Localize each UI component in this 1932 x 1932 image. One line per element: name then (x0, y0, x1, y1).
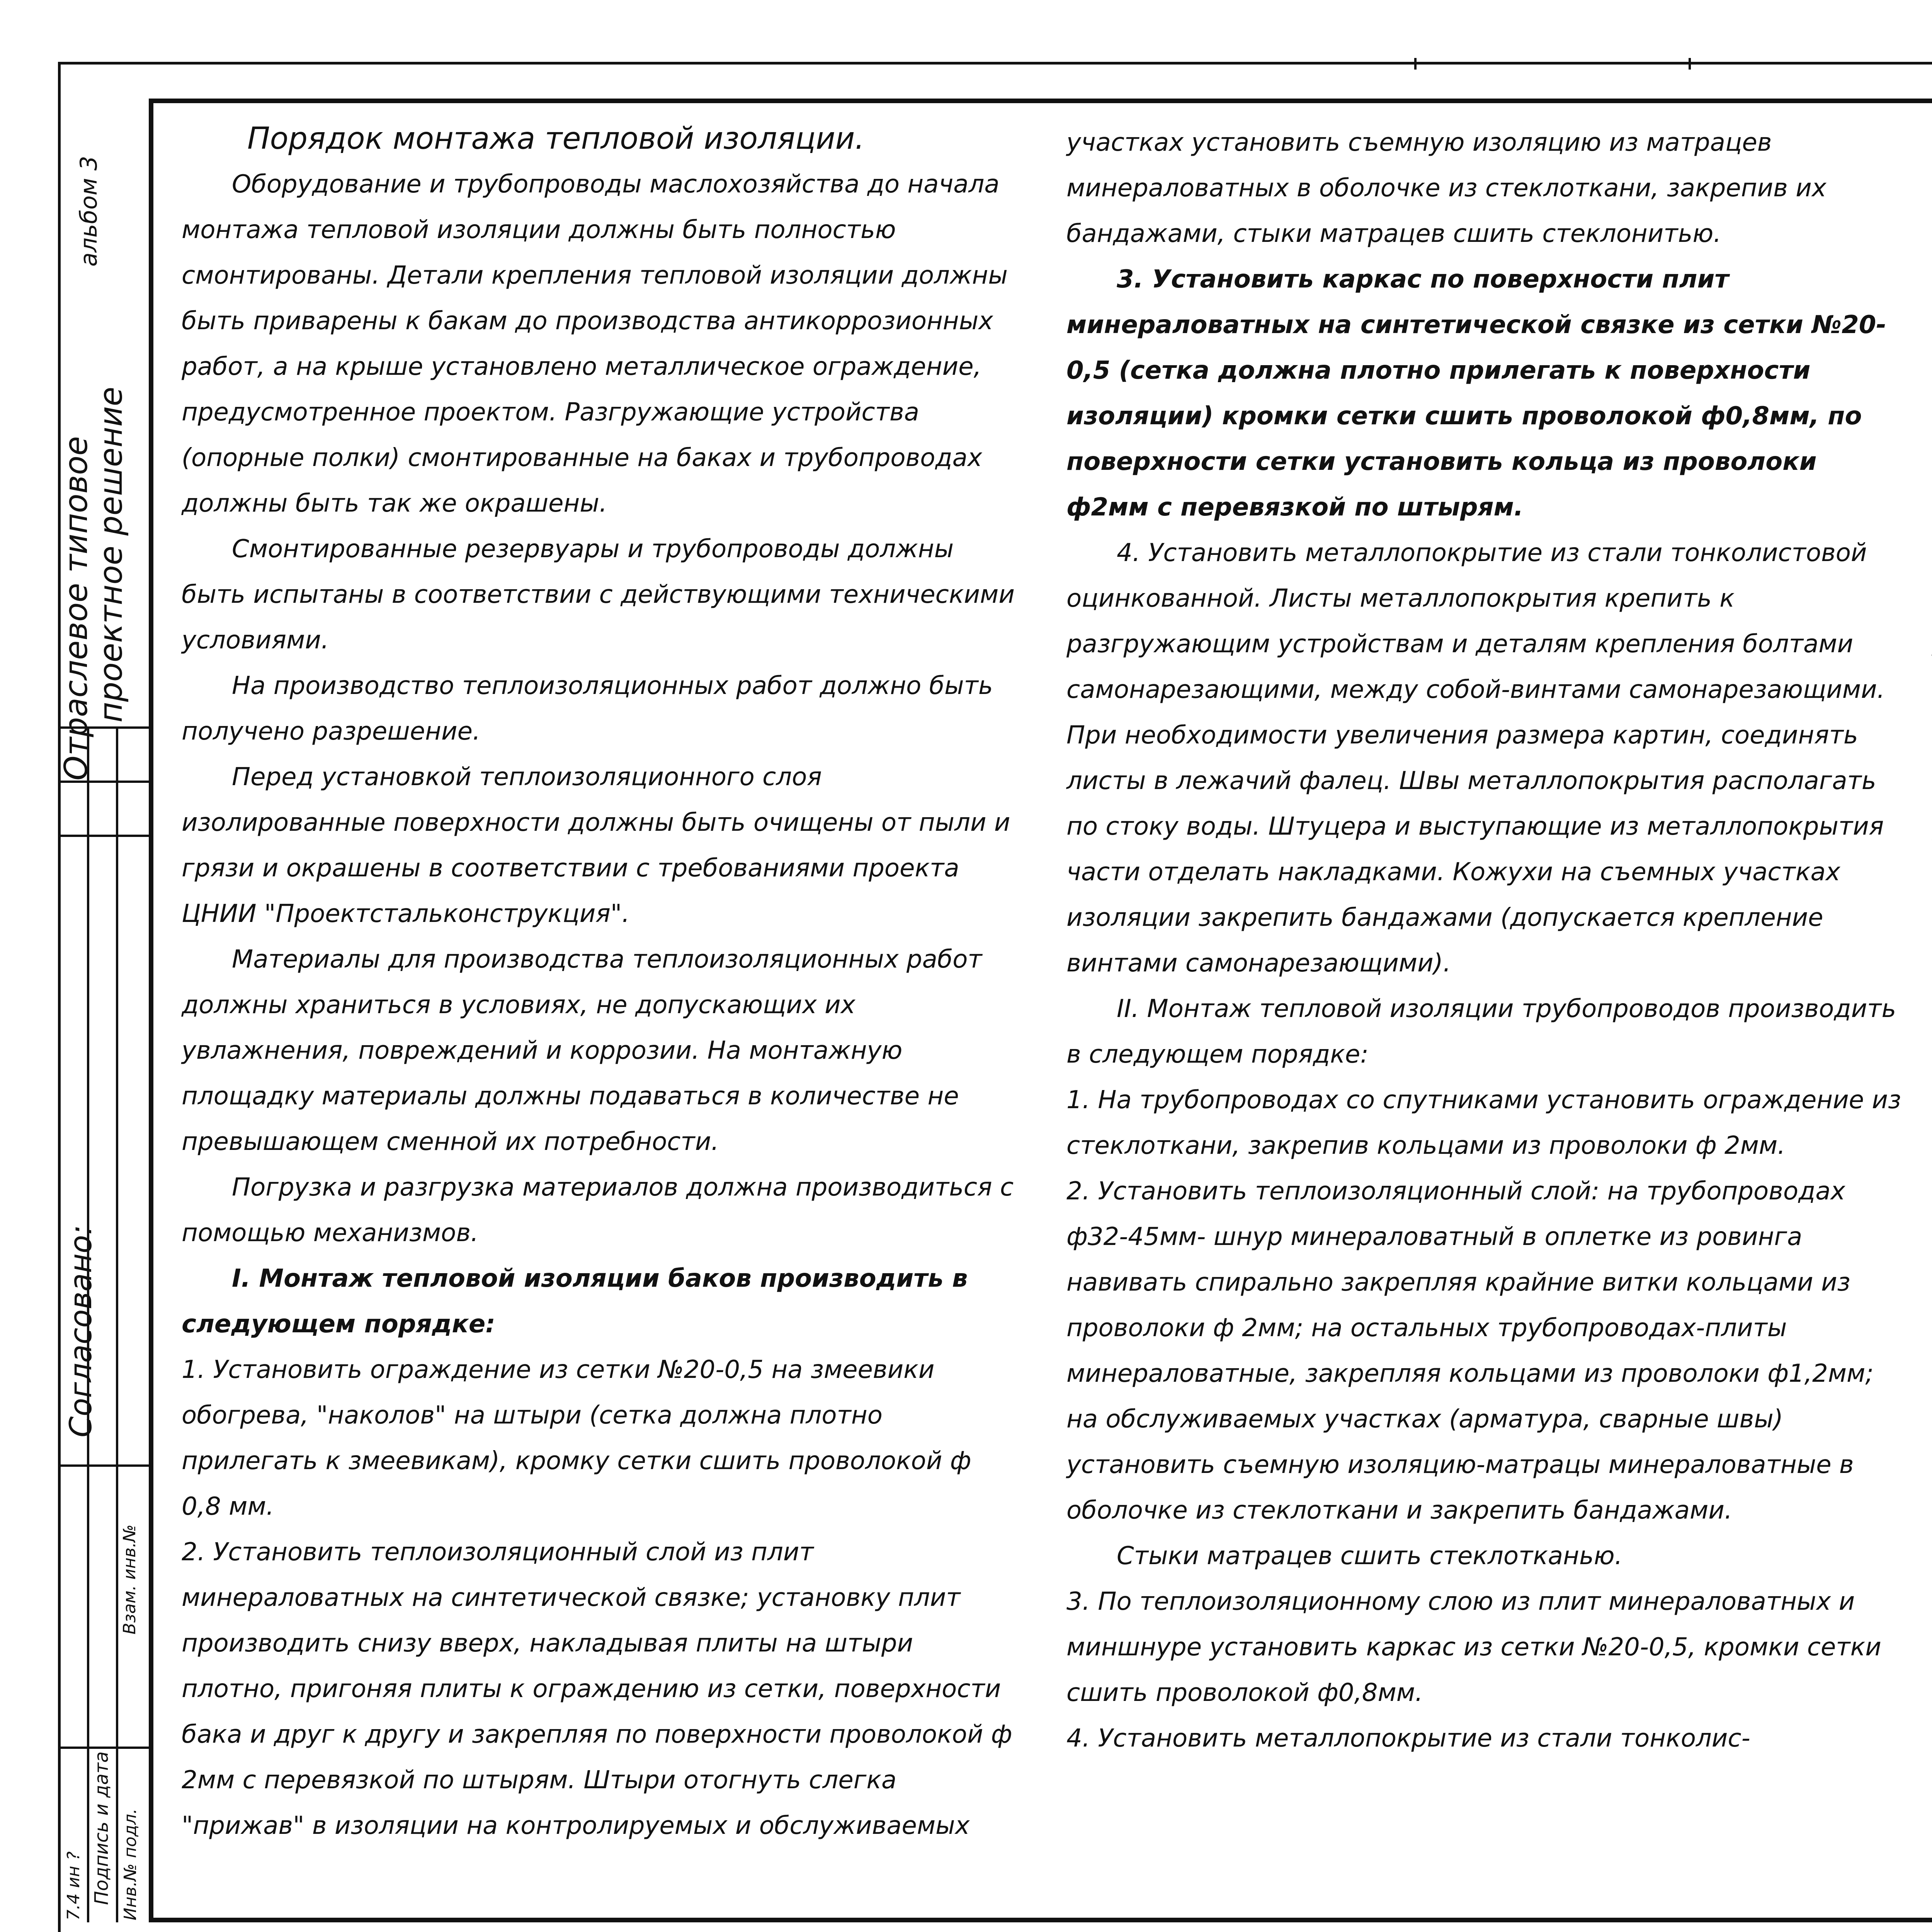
paragraph: Стыки матрацев сшить стеклотканью. (1117, 1542, 1622, 1570)
text-column-1 (182, 116, 1016, 1849)
inv-dup-label: Взам. инв.№ (120, 1524, 139, 1634)
center-tick-top-2 (1689, 58, 1691, 70)
paragraph: Оборудование и трубопроводы маслохозяйства до начала монтажа тепловой изоляции должны быть полностью смонтированы. Детали крепления тепловой изоляции должны быть приварены к бакам до производства антикоррозионных работ, а на крыше установлено металлическое ограждение, предусмотренное проектом. Разгружающие устройства (опорные полки) смонтированные на баках и трубопроводах должны быть так же окрашены. (182, 170, 1008, 518)
list-item: 3. Установить каркас по поверхности плит минераловатных на синтетической связке из сетки №20-0,5 (сетка должна плотно прилегать к поверхности изоляции) кромки сетки сшить проволокой ф0,8мм, по поверхности сетки установить кольца из проволоки ф2мм с перевязкой по штырям. (1066, 265, 1886, 522)
list-item: 3. По теплоизоляционному слою из плит минераловатных и миншнуре установить каркас из сетки №20-0,5, кромки сетки сшить проволокой ф0,8мм. (1066, 1587, 1881, 1707)
stamp-hline-4 (58, 1464, 149, 1467)
stamp-divider-2 (116, 726, 118, 1922)
agreed-label: Согласовано: (64, 1225, 99, 1437)
section-heading: I. Монтаж тепловой изоляции баков производить в следующем порядке: (182, 1264, 968, 1338)
text-column-2 (1066, 120, 1901, 1761)
center-tick-top (1414, 58, 1417, 70)
stamp-border-left (58, 99, 60, 1922)
list-item: 2. Установить теплоизоляционный слой из плит минераловатных на синтетической связке; установку плит производить снизу вверх, накладывая плиты на штыри плотно, пригоняя плиты к ограждению из сетки, поверхности бака и друг к другу и закрепляя по поверхности проволокой ф 2мм с перевязкой по штырям. Штыри отогнуть слегка "прижав" в изоляции на контролируемых и обслуживаемых (182, 1538, 1012, 1840)
section-heading: II. Монтаж тепловой изоляции трубопроводов производить в следующем порядке: (1066, 995, 1896, 1069)
album-label: альбом 3 (75, 156, 102, 267)
stamp-header-line-2: проектное решение (93, 386, 129, 723)
list-item: 1. На трубопроводах со спутниками установить ограждение из стеклоткани, закрепив кольцами из проволоки ф 2мм. (1066, 1086, 1901, 1160)
list-item: 1. Установить ограждение из сетки №20-0,5 на змеевики обогрева, "наколов" на штыри (сетка должна плотно прилегать к змеевикам), кромку сетки сшить проволокой ф 0,8 мм. (182, 1355, 971, 1521)
paragraph: Смонтированные резервуары и трубопроводы должны быть испытаны в соответствии с действующими техническими условиями. (182, 535, 1015, 655)
paragraph: Погрузка и разгрузка материалов должна производиться с помощью механизмов. (182, 1173, 1014, 1247)
stamp-hline-3 (58, 835, 149, 837)
signature-date-label: Подпись и дата (91, 1751, 112, 1905)
inv-original-label: Инв.№ подл. (121, 1808, 140, 1920)
stamp-hline-2 (58, 781, 149, 783)
paragraph: На производство теплоизоляционных работ должно быть получено разрешение. (182, 672, 993, 746)
short-stamp-label: 7.4 ин ? (64, 1851, 83, 1920)
stamp-header-line-1: Отраслевое типовое (58, 436, 95, 781)
paragraph: Перед установкой теплоизоляционного слоя изолированные поверхности должны быть очищены от пыли и грязи и окрашены в соответствии с требованиями проекта ЦНИИ "Проектстальконструкция". (182, 763, 1010, 928)
list-item: 2. Установить теплоизоляционный слой: на трубопроводах ф32-45мм- шнур минераловатный в оплетке из ровинга навивать спирально закрепляя крайние витки кольцами из проволоки ф 2мм; на остальных трубопроводах-плиты минераловатные, закрепляя кольцами из проволоки ф1,2мм; на обслуживаемых участках (арматура, сварные швы) установить съемную изоляцию-матрацы минераловатные в оболочке из стеклоткани и закрепить бандажами. (1066, 1177, 1874, 1525)
paragraph: участках установить съемную изоляцию из матрацев минераловатных в оболочке из стеклоткани, закрепив их бандажами, стыки матрацев сшить стеклонитью. (1066, 128, 1827, 248)
document-title: Порядок монтажа тепловой изоляции. (247, 121, 865, 156)
list-item: 4. Установить металлопокрытие из стали тонколистовой оцинкованной. Листы металлопокрытия крепить к разгружающим устройствам и деталям крепления болтами самонарезающими, между собой-винтами самонарезающими. При необходимости увеличения размера картин, соединять листы в лежачий фалец. Швы металлопокрытия располагать по стоку воды. Штуцера и выступающие из металлопокрытия части отделать накладками. Кожухи на съемных участках изоляции закрепить бандажами (допускается крепление винтами самонарезающими). (1066, 539, 1885, 978)
list-item: 4. Установить металлопокрытие из стали тонколис- (1066, 1724, 1750, 1753)
paragraph: Материалы для производства теплоизоляционных работ должны храниться в условиях, не допускающих их увлажнения, повреждений и коррозии. На монтажную площадку материалы должны подаваться в количестве не превышающем сменной их потребности. (182, 945, 982, 1156)
stamp-hline-5 (58, 1747, 149, 1749)
